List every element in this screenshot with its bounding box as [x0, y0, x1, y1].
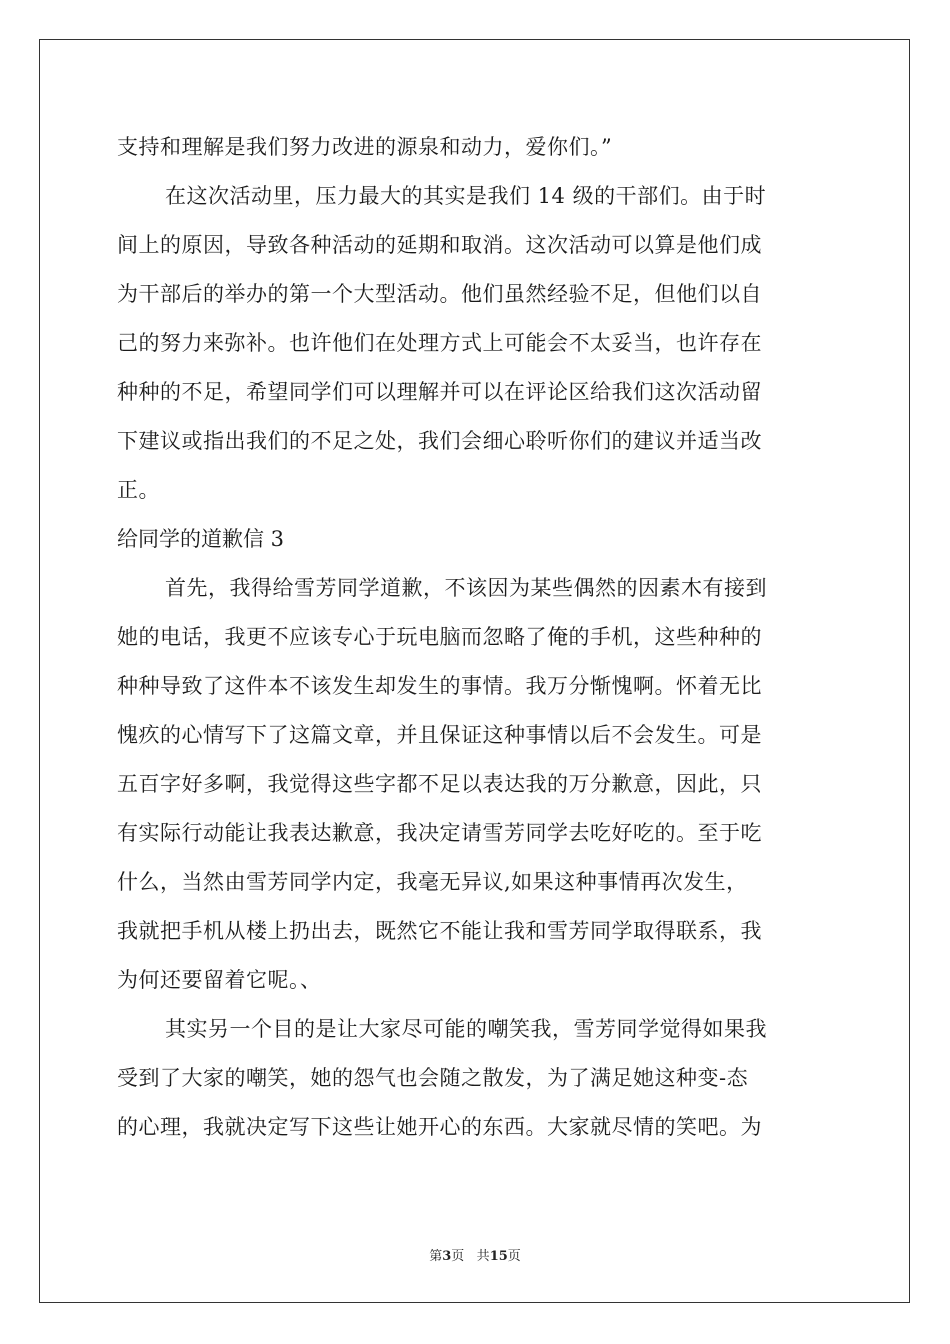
text-line-1: 支持和理解是我们努力改进的源泉和动力，爱你们。” — [117, 135, 613, 159]
text-line-8: 正。 — [117, 478, 160, 502]
text-line-14: 五百字好多啊，我觉得这些字都不足以表达我的万分歉意，因此，只 — [117, 772, 762, 796]
page-suffix: 页 — [451, 1249, 465, 1264]
text-line-6: 种种的不足，希望同学们可以理解并可以在评论区给我们这次活动留 — [117, 380, 762, 404]
text-line-13: 愧疚的心情写下了这篇文章，并且保证这种事情以后不会发生。可是 — [117, 723, 762, 747]
page-total: 15 — [489, 1249, 508, 1264]
text-line-11: 她的电话，我更不应该专心于玩电脑而忽略了俺的手机，这些种种的 — [117, 625, 762, 649]
total-prefix: 共 — [476, 1249, 490, 1264]
text-line-17: 我就把手机从楼上扔出去，既然它不能让我和雪芳同学取得联系，我 — [117, 919, 762, 943]
document-body — [117, 123, 833, 1152]
text-line-4: 为干部后的举办的第一个大型活动。他们虽然经验不足，但他们以自 — [117, 282, 762, 306]
text-line-18: 为何还要留着它呢。、 — [117, 968, 322, 992]
text-line-16: 什么，当然由雪芳同学内定，我毫无异议,如果这种事情再次发生， — [117, 870, 748, 894]
text-line-3: 间上的原因，导致各种活动的延期和取消。这次活动可以算是他们成 — [117, 233, 762, 257]
page-footer — [0, 1245, 950, 1264]
text-line-5: 己的努力来弥补。也许他们在处理方式上可能会不太妥当，也许存在 — [117, 331, 762, 355]
text-line-2: 在这次活动里，压力最大的其实是我们 14 级的干部们。由于时 — [165, 184, 767, 208]
text-line-7: 下建议或指出我们的不足之处，我们会细心聆听你们的建议并适当改 — [117, 429, 762, 453]
text-line-21: 的心理，我就决定写下这些让她开心的东西。大家就尽情的笑吧。为 — [117, 1115, 762, 1139]
total-suffix: 页 — [507, 1249, 521, 1264]
text-line-20: 受到了大家的嘲笑，她的怨气也会随之散发，为了满足她这种变-态 — [117, 1066, 749, 1090]
text-line-10: 首先，我得给雪芳同学道歉，不该因为某些偶然的因素木有接到 — [165, 576, 767, 600]
page-current: 3 — [442, 1249, 452, 1264]
page-prefix: 第 — [429, 1249, 443, 1264]
text-line-12: 种种导致了这件本不该发生却发生的事情。我万分惭愧啊。怀着无比 — [117, 674, 762, 698]
text-line-15: 有实际行动能让我表达歉意，我决定请雪芳同学去吃好吃的。至于吃 — [117, 821, 762, 845]
section-heading: 给同学的道歉信 3 — [117, 527, 285, 551]
text-line-19: 其实另一个目的是让大家尽可能的嘲笑我，雪芳同学觉得如果我 — [165, 1017, 767, 1041]
